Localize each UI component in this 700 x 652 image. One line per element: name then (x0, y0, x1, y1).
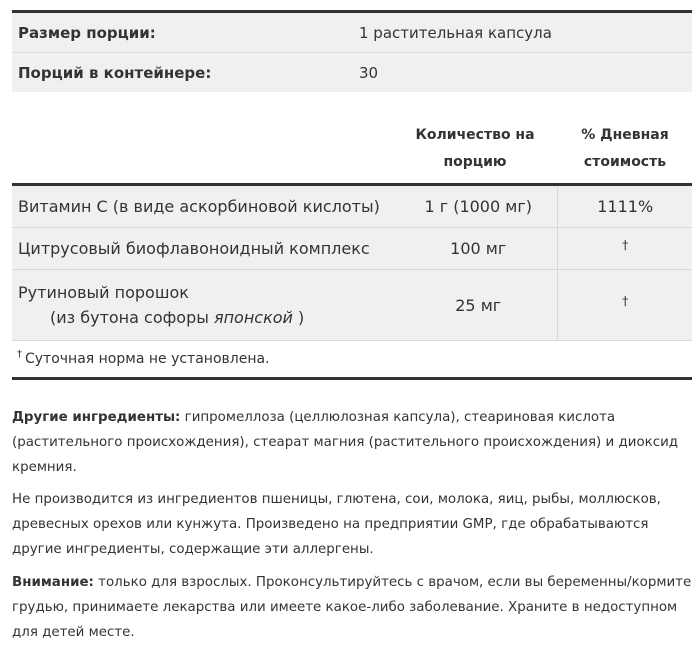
amount-per-serving-header (410, 122, 540, 176)
ingredient-daily-value (557, 270, 692, 340)
servings-per-container-value: 30 (359, 63, 379, 82)
other-ingredients (12, 405, 692, 480)
ingredient-name: Рутиновый порошок (18, 283, 189, 302)
dv-header-line2: стоимость (583, 154, 667, 170)
source-text: (из бутона софоры (50, 308, 214, 327)
dagger-symbol: † (17, 349, 22, 360)
warning-label: Внимание: (12, 575, 94, 590)
amount-header-line2: порцию (443, 154, 507, 170)
ingredient-daily-value: 1111% (557, 186, 692, 227)
table-row (12, 186, 692, 228)
ingredient-amount: 1 г (1000 мг) (424, 197, 532, 216)
warning-text: только для взрослых. Проконсультируйтесь с врачом, если вы беременны/кормите грудью, принимаете лекарства или имеете какое-либо заболевание. Храните в недоступном для детей месте. (12, 575, 692, 640)
table-row (12, 270, 692, 341)
daily-value-footnote (12, 340, 692, 380)
ingredient-name: Витамин C (в виде аскорбиновой кислоты) (18, 197, 380, 216)
source-suffix: ) (292, 308, 305, 327)
servings-per-container-row (12, 53, 692, 92)
allergen-info: Не производится из ингредиентов пшеницы, глютена, сои, молока, яиц, рыбы, моллюсков, древесных орехов или кунжута. Произведено на предприятии GMP, где обрабатываются другие ингредиенты, содержащие эти аллергены. (12, 492, 661, 557)
warning (12, 570, 692, 645)
serving-size-value: 1 растительная капсула (359, 23, 552, 42)
footnote-text: Суточная норма не установлена. (25, 350, 270, 367)
nutrition-table-header (12, 122, 692, 182)
ingredient-amount: 100 мг (450, 239, 507, 258)
servings-per-container-label: Порций в контейнере: (18, 63, 212, 82)
source-italic: японской (213, 308, 293, 327)
dagger-symbol: † (622, 237, 629, 252)
ingredient-name: Цитрусовый биофлавоноидный комплекс (18, 239, 370, 258)
serving-facts-table (12, 10, 692, 92)
daily-value-header (560, 122, 690, 176)
dagger-symbol: † (622, 294, 629, 308)
ingredient-source (18, 308, 399, 327)
ingredient-amount: 25 мг (455, 295, 502, 315)
other-ingredients-text: гипромеллоза (целлюлозная капсула), стеариновая кислота (растительного происхождения), стеарат магния (растительного происхождения) и диоксид кремния. (12, 410, 679, 475)
other-ingredients-label: Другие ингредиенты: (12, 410, 181, 425)
serving-size-label: Размер порции: (18, 23, 156, 42)
serving-size-row (12, 13, 692, 53)
dv-header-line1: % Дневная (581, 127, 669, 143)
ingredient-daily-value (557, 228, 692, 269)
nutrition-table (12, 183, 692, 341)
ingredient-name-block (12, 270, 399, 340)
table-row (12, 228, 692, 270)
amount-header-line1: Количество на (415, 127, 535, 143)
